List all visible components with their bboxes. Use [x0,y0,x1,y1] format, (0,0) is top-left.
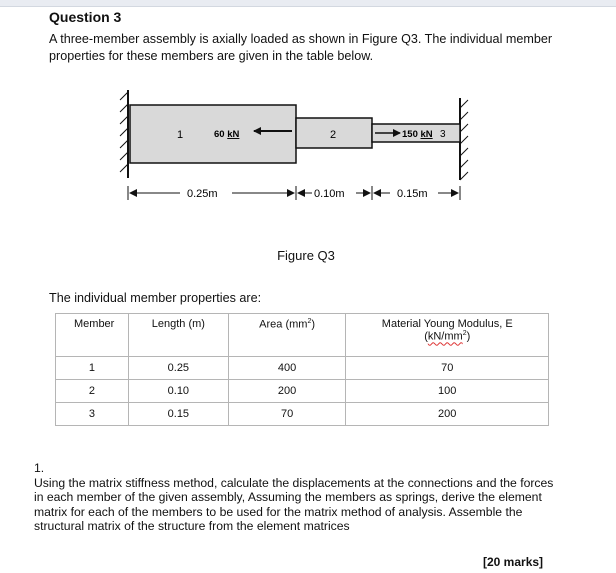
cell-member: 3 [56,403,129,426]
cell-area: 70 [228,403,346,426]
cell-modulus: 100 [346,380,549,403]
table-row [56,357,549,380]
header-area-text: Area (mm [259,318,308,331]
table-header-row [56,314,549,357]
properties-heading: The individual member properties are: [49,291,262,305]
dim-3-text: 0.15m [397,188,428,200]
cell-member: 1 [56,357,129,380]
figure-q3 [0,0,616,240]
header-member: Member [56,314,129,357]
dim-1-text: 0.25m [187,188,218,200]
header-area [228,314,346,357]
table-row [56,403,549,426]
member-1-bar [130,105,296,163]
question-intro: A three-member assembly is axially loaded as shown in Figure Q3. The individual member properties for these members are given in the table below. [49,32,553,63]
header-modulus: Material Young Modulus, E $(kN/mm^2)$ [346,314,549,357]
marks-label: [20 marks] [483,555,544,569]
task-text: Using the matrix stiffness method, calculate the displacements at the connections and the forces in each member of the given assembly, Assuming the members as springs, derive the element matrix for each of the members to be used for the matrix method of analysis. Assemble the structural matrix of the structure from the element matrices [34,475,554,533]
load-60-number: 60 [214,129,225,140]
load-150-unit: kN [420,129,433,140]
right-wall [460,98,468,180]
cell-member: 2 [56,380,129,403]
properties-table [55,313,549,426]
header-area-exp: 2 [307,318,312,325]
load-150-number: 150 [402,129,418,140]
figure-caption: Figure Q3 [277,248,335,263]
task-number: 1. [34,461,45,475]
cell-area: 200 [228,380,346,403]
cell-length: 0.25 [128,357,228,380]
load-60-value [214,129,240,140]
cell-area: 400 [228,357,346,380]
figure-caption-wrap [0,248,616,263]
cell-length: 0.15 [128,403,228,426]
cell-length: 0.10 [128,380,228,403]
header-modulus-text: Material Young Modulus, E [381,318,513,330]
question-heading: Question 3 [49,9,122,25]
dim-2-text: 0.10m [314,188,345,200]
header-modulus-unit: kN/mm [427,330,463,343]
member-1-label: 1 [177,129,184,141]
header-area-close: ) [311,318,316,331]
header-length: Length (m) [128,314,228,357]
member-2-label: 2 [330,129,337,141]
task-block [34,461,554,534]
left-wall [120,90,128,178]
cell-modulus: 200 [346,403,549,426]
cell-modulus: 70 [346,357,549,380]
member-3-label: 3 [440,129,446,140]
load-60-unit: kN [227,129,240,140]
header-modulus-exp: 2 [462,330,467,337]
table-row [56,380,549,403]
load-150-value [402,129,433,140]
